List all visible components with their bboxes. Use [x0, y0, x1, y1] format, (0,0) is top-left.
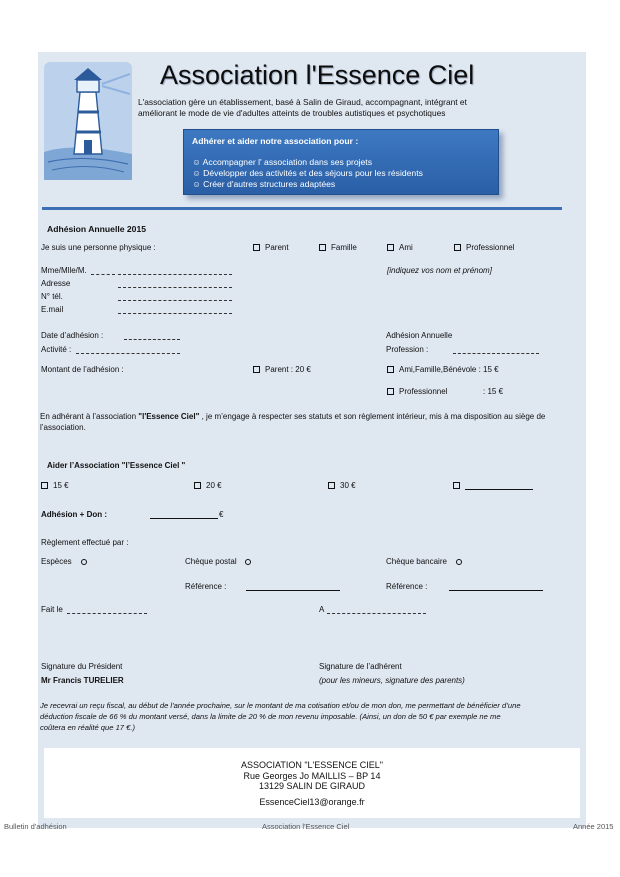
footer-center: Association l'Essence Ciel	[262, 822, 350, 831]
membership-section-title: Adhésion Annuelle 2015	[47, 224, 147, 234]
done-at-label: Fait le	[41, 605, 63, 614]
benefits-box	[183, 129, 499, 195]
benefit-item: ☺ Créer d'autres structures adaptées	[192, 179, 336, 189]
phone-label: N° tél.	[41, 292, 63, 301]
lighthouse-logo	[44, 62, 132, 180]
amount-label: Montant de l’adhésion :	[41, 365, 124, 374]
member-signature-label: Signature de l’adhérent	[319, 662, 402, 671]
payment-postal-check[interactable]: Chèque postal	[185, 557, 251, 566]
annual-label: Adhésion Annuelle	[386, 331, 453, 340]
member-signature-hint: (pour les mineurs, signature des parents)	[319, 676, 465, 685]
postal-reference-label: Référence :	[185, 582, 227, 591]
president-name: Mr Francis TURELIER	[41, 676, 124, 685]
contact-box	[44, 748, 580, 818]
profession-field[interactable]	[453, 353, 539, 354]
option-ami[interactable]: Ami	[387, 243, 413, 252]
date-field[interactable]	[124, 339, 180, 340]
date-label: Date d’adhésion :	[41, 331, 104, 340]
checkbox-icon[interactable]	[253, 366, 260, 373]
page-title: Association l'Essence Ciel	[160, 60, 475, 90]
payment-bank-check[interactable]: Chèque bancaire	[386, 557, 462, 566]
radio-icon[interactable]	[81, 559, 87, 565]
donation-15[interactable]: 15 €	[41, 481, 69, 490]
checkbox-icon[interactable]	[253, 244, 260, 251]
checkbox-icon[interactable]	[328, 482, 335, 489]
contact-city: 13129 SALIN DE GIRAUD	[258, 781, 366, 791]
done-at-field[interactable]	[67, 613, 147, 614]
donation-20[interactable]: 20 €	[194, 481, 222, 490]
header-divider	[42, 207, 562, 210]
person-prompt: Je suis une personne physique :	[41, 243, 156, 252]
payment-label: Règlement effectué par :	[41, 538, 129, 547]
email-label: E.mail	[41, 305, 64, 314]
name-field[interactable]	[118, 274, 232, 275]
option-parent[interactable]: Parent	[253, 243, 289, 252]
payment-cash[interactable]: Espèces	[41, 557, 87, 566]
bank-reference-field[interactable]	[449, 590, 543, 591]
footer-right: Année 2015	[573, 822, 614, 831]
benefit-item: ☺ Développer des activités et des séjours pour les résidents	[192, 168, 423, 178]
radio-icon[interactable]	[456, 559, 462, 565]
checkbox-icon[interactable]	[319, 244, 326, 251]
name-title-field[interactable]	[91, 274, 115, 275]
amount-pro[interactable]: Professionnel	[387, 387, 447, 396]
donation-other-field[interactable]	[465, 489, 533, 490]
intro-text: L'association gère un établissement, basé à Salin de Giraud, accompagnant, intégrant et améliorant le mode de vie d'adultes atteints de troubles autistiques et psychotiques	[138, 97, 467, 118]
total-field[interactable]	[150, 518, 218, 519]
option-famille[interactable]: Famille	[319, 243, 357, 252]
address-label: Adresse	[41, 279, 71, 288]
address-field[interactable]	[118, 287, 232, 288]
tax-note: Je recevrai un reçu fiscal, au début de l'année prochaine, sur le montant de ma cotisation et/ou de mon don, me permettant de bénéficier d’une déduction fiscale de 66 % du montant versé, dans la limite de 20 % de mon revenu imposable. (Ainsi, un don de 50 € par exemple ne me coûtera en réalité que 17 €.)	[40, 701, 521, 732]
postal-reference-field[interactable]	[246, 590, 340, 591]
donation-30[interactable]: 30 €	[328, 481, 356, 490]
checkbox-icon[interactable]	[41, 482, 48, 489]
activity-field[interactable]	[76, 353, 180, 354]
name-label: Mme/Mlle/M.	[41, 266, 87, 275]
amount-parent[interactable]: Parent : 20 €	[253, 365, 311, 374]
amount-pro-value: : 15 €	[483, 387, 504, 396]
checkbox-icon[interactable]	[454, 244, 461, 251]
option-professionnel[interactable]: Professionnel	[454, 243, 514, 252]
bank-reference-label: Référence :	[386, 582, 428, 591]
checkbox-icon[interactable]	[453, 482, 460, 489]
contact-name: ASSOCIATION "L'ESSENCE CIEL"	[241, 760, 383, 770]
donation-section-title: Aider l’Association "l’Essence Ciel "	[47, 461, 186, 470]
benefits-heading: Adhérer et aider notre association pour :	[192, 136, 359, 146]
name-hint: [indiquez vos nom et prénom]	[387, 266, 492, 275]
activity-label: Activité :	[41, 345, 72, 354]
footer-left: Bulletin d'adhésion	[4, 822, 67, 831]
contact-street: Rue Georges Jo MAILLIS – BP 14	[243, 770, 381, 781]
commitment-text: En adhérant à l’association "l'Essence Ciel" , je m’engage à respecter ses statuts et son règlement intérieur, mis à ma disposition au siège de l’association.	[40, 412, 546, 432]
euro-sign: €	[219, 510, 224, 519]
president-signature-label: Signature du Président	[41, 662, 123, 671]
contact-email[interactable]: EssenceCiel13@orange.fr	[259, 796, 365, 807]
radio-icon[interactable]	[245, 559, 251, 565]
amount-ami[interactable]: Ami,Famille,Bénévole : 15 €	[387, 365, 499, 374]
donation-other[interactable]	[453, 481, 465, 490]
checkbox-icon[interactable]	[387, 244, 394, 251]
on-label: A	[319, 605, 325, 614]
checkbox-icon[interactable]	[387, 388, 394, 395]
total-label: Adhésion + Don :	[41, 510, 107, 519]
checkbox-icon[interactable]	[194, 482, 201, 489]
checkbox-icon[interactable]	[387, 366, 394, 373]
benefit-item: ☺ Accompagner l' association dans ses projets	[192, 157, 372, 167]
on-field[interactable]	[327, 613, 426, 614]
phone-field[interactable]	[118, 300, 232, 301]
email-field[interactable]	[118, 313, 232, 314]
profession-label: Profession :	[386, 345, 429, 354]
